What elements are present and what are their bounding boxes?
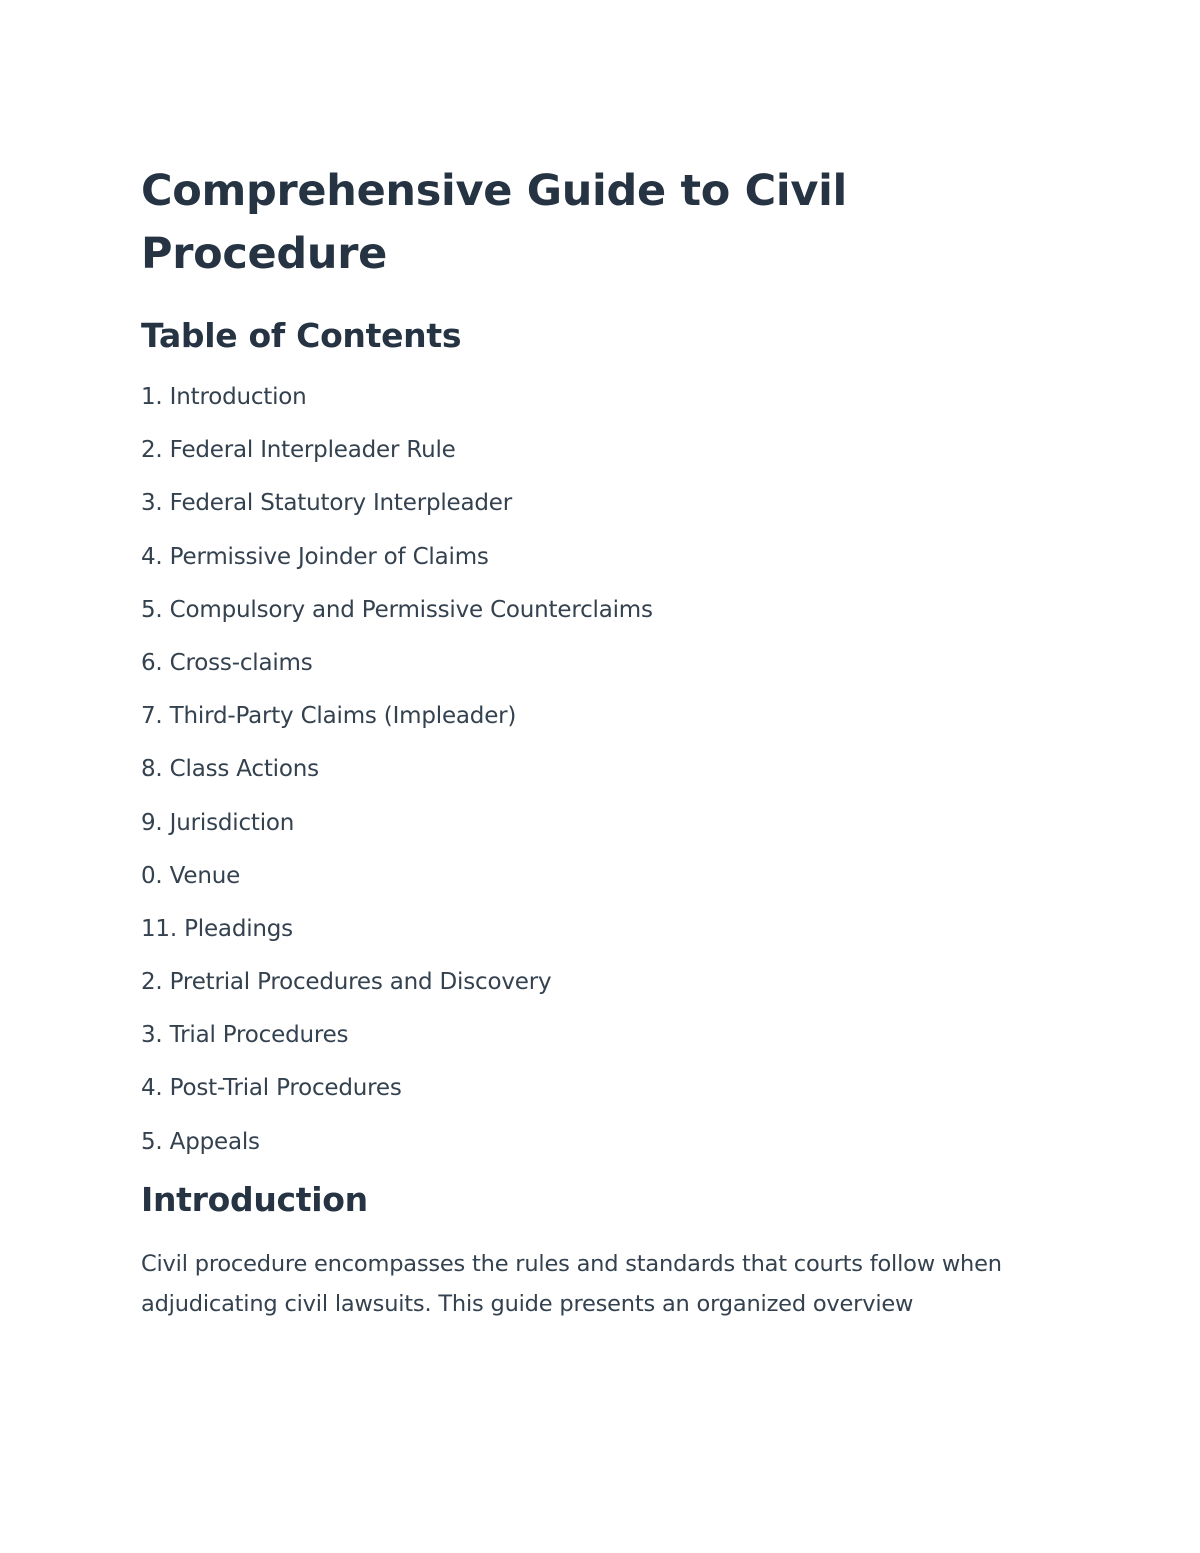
toc-item-label: Compulsory and Permissive Counterclaims [169, 596, 653, 623]
toc-item [141, 701, 1071, 732]
document-page [141, 160, 1071, 1324]
toc-item-number: 4. [141, 1075, 163, 1102]
toc-item [141, 808, 1071, 839]
toc-item-label: Pretrial Procedures and Discovery [169, 969, 552, 996]
toc-item [141, 967, 1071, 998]
toc-item [141, 1020, 1071, 1051]
toc-item-number: 5. [141, 596, 163, 623]
toc-item [141, 754, 1071, 785]
toc-item-label: Venue [169, 862, 241, 889]
toc-item [141, 382, 1071, 413]
toc-item-number: 4. [141, 543, 163, 570]
toc-item-number: 3. [141, 1022, 163, 1049]
toc-heading: Table of Contents [141, 316, 462, 355]
toc-item-number: 1. [141, 384, 163, 410]
toc-item-label: Permissive Joinder of Claims [169, 543, 489, 570]
toc-item-number: 5. [141, 1128, 163, 1155]
toc-item-label: Federal Statutory Interpleader [169, 490, 512, 517]
toc-item [141, 488, 1071, 519]
toc-item [141, 595, 1071, 626]
toc-item [141, 435, 1071, 466]
toc-item [141, 648, 1071, 679]
table-of-contents [141, 382, 1071, 1158]
toc-item-number: 3. [141, 490, 163, 517]
toc-item-label: Appeals [169, 1128, 260, 1155]
introduction-paragraph: Civil procedure encompasses the rules and standards that courts follow when adjudicating civil lawsuits. This guide presents an organized overview [141, 1250, 1002, 1317]
toc-item-number: 2. [141, 969, 163, 996]
toc-item-number: 9. [141, 809, 163, 836]
introduction-heading: Introduction [141, 1179, 368, 1219]
toc-item [141, 861, 1071, 892]
toc-item-label: Federal Interpleader Rule [169, 437, 456, 464]
toc-item [141, 1073, 1071, 1104]
toc-item [141, 914, 1071, 945]
document-title: Comprehensive Guide to Civil Procedure [141, 166, 847, 279]
toc-item-label: Cross-claims [169, 649, 313, 676]
toc-item-label: Pleadings [184, 915, 293, 942]
toc-item-label: Trial Procedures [169, 1022, 349, 1049]
toc-item-number: 2. [141, 437, 163, 464]
toc-item [141, 1127, 1071, 1158]
toc-item [141, 542, 1071, 573]
toc-item-label: Introduction [169, 384, 307, 410]
toc-item-number: 7. [141, 703, 163, 730]
toc-item-number: 0. [141, 862, 163, 889]
toc-item-label: Jurisdiction [169, 809, 295, 836]
toc-item-label: Class Actions [169, 756, 319, 783]
toc-item-label: Third-Party Claims (Impleader) [169, 703, 517, 730]
toc-item-number: 6. [141, 649, 163, 676]
toc-item-number: 8. [141, 756, 163, 783]
toc-item-number: 11. [141, 915, 177, 942]
toc-item-label: Post-Trial Procedures [169, 1075, 402, 1102]
